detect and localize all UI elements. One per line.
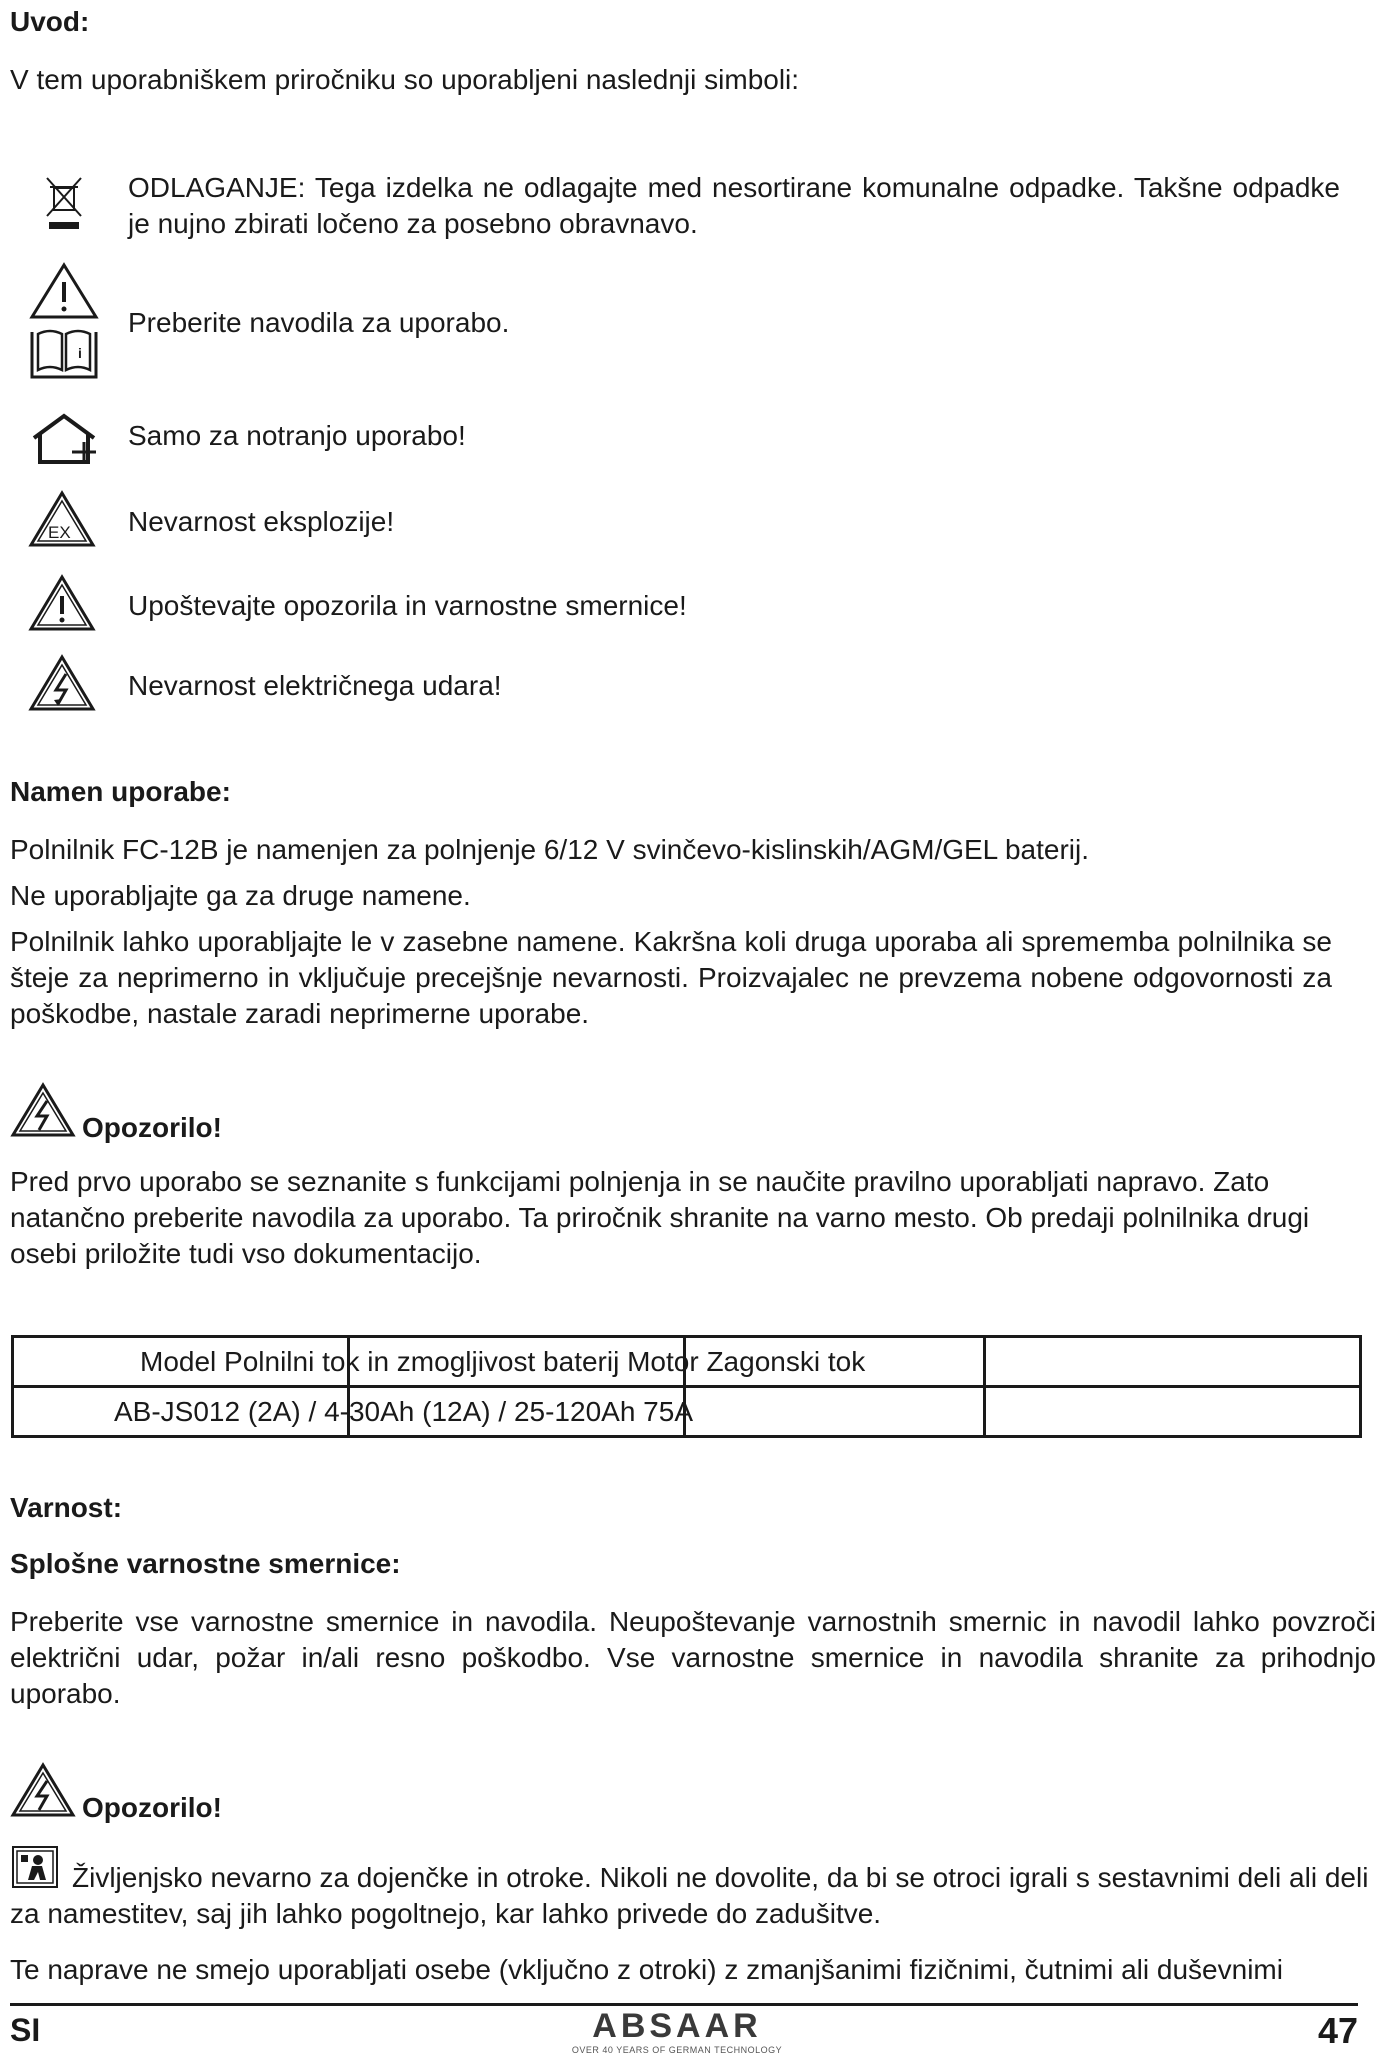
intro-heading: Uvod:: [10, 6, 90, 37]
intro-lead: V tem uporabniškem priročniku so uporabljeni naslednji simboli:: [10, 64, 800, 95]
symbol-text-manual: Preberite navodila za uporabo.: [128, 307, 510, 338]
symbol-text-electric: Nevarnost električnega udara!: [128, 670, 502, 701]
table-cell: [13, 1387, 693, 1437]
logo-wordmark: ABSAAR: [592, 2007, 762, 2045]
table-cell: [985, 1387, 1361, 1437]
table-cell: [985, 1337, 1361, 1387]
symbol-text-disposal: ODLAGANJE: Tega izdelka ne odlagajte med nesortirane komunalne odpadke. Takšne odpadke je nujno zbirati ločeno za posebno obravnavo.: [128, 172, 1340, 239]
indoor-house-icon: [28, 412, 100, 468]
warning-text: Pred prvo uporabo se seznanite s funkcijami polnjenja in se naučite pravilno uporabljati napravo. Zato natančno preberite navodila za uporabo. Ta priročnik shranite na varno mesto. Ob predaji polnilnika drugi osebi priložite tudi vso dokumentacijo.: [10, 1166, 1310, 1269]
explosion-warning-icon: [28, 490, 96, 548]
logo-tagline: OVER 40 YEARS OF GERMAN TECHNOLOGY: [571, 2045, 783, 2055]
electric-shock-icon: [28, 654, 96, 712]
warning-electric-icon: [10, 1082, 76, 1138]
spec-table: [11, 1335, 1362, 1438]
warning-electric-icon: [10, 1762, 76, 1818]
purpose-paragraph-3: Polnilnik lahko uporabljajte le v zasebne namene. Kakršna koli druga uporaba ali sprememba polnilnika se šteje za neprimerno in vključuje precejšnje nevarnosti. Proizvajalec ne prevzema nobene odgovornosti za poškodbe, nastale zaradi neprimerne uporabe.: [10, 926, 1332, 1029]
footer-language: SI: [10, 2012, 41, 2048]
footer-logo: [562, 2009, 792, 2055]
general-warning-icon: [28, 574, 96, 632]
svg-text:EX: EX: [48, 523, 71, 542]
read-manual-icon: [28, 262, 100, 380]
child-hazard-text: Življenjsko nevarno za dojenčke in otroke. Nikoli ne dovolite, da bi se otroci igrali s sestavnimi deli ali deli za namestitev, saj jih lahko pogoltnejo, kar lahko privede do zadušitve.: [10, 1862, 1369, 1929]
purpose-paragraph-2: Ne uporabljajte ga za druge namene.: [10, 880, 471, 911]
table-cell: [685, 1387, 985, 1437]
footer-rule: [10, 2003, 1358, 2006]
weee-bin-icon: [44, 176, 84, 232]
table-row-text: AB-JS012 (2A) / 4-30Ah (12A) / 25-120Ah 75A: [114, 1395, 693, 1427]
purpose-paragraph-1: Polnilnik FC-12B je namenjen za polnjenje 6/12 V svinčevo-kislinskih/AGM/GEL baterij.: [10, 834, 1090, 865]
page-number: 47: [1317, 2010, 1358, 2051]
safety-text: Preberite vse varnostne smernice in navodila. Neupoštevanje varnostnih smernic in navodil lahko povzroči električni udar, požar in/ali resno poškodbo. Vse varnostne smernice in navodila shranite za prihodnjo uporabo.: [10, 1606, 1376, 1709]
svg-text:i: i: [78, 345, 82, 361]
safety-subheading: Splošne varnostne smernice:: [10, 1548, 401, 1579]
warning-title: Opozorilo!: [82, 1112, 222, 1143]
purpose-heading: Namen uporabe:: [10, 776, 231, 807]
table-header-text: Model Polnilni tok in zmogljivost baterij Motor Zagonski tok: [140, 1345, 866, 1377]
table-row: [13, 1337, 1361, 1387]
symbol-text-warning: Upoštevajte opozorila in varnostne smernice!: [128, 590, 687, 621]
safety-heading: Varnost:: [10, 1492, 123, 1523]
warning-title: Opozorilo!: [82, 1792, 222, 1823]
table-cell: [13, 1337, 866, 1387]
symbol-text-explosion: Nevarnost eksplozije!: [128, 506, 395, 537]
symbol-text-indoor: Samo za notranjo uporabo!: [128, 420, 466, 451]
persons-restriction-text: Te naprave ne smejo uporabljati osebe (vključno z otroki) z zmanjšanimi fizičnimi, čutnimi ali duševnimi: [10, 1954, 1283, 1985]
table-row: [13, 1387, 1361, 1437]
